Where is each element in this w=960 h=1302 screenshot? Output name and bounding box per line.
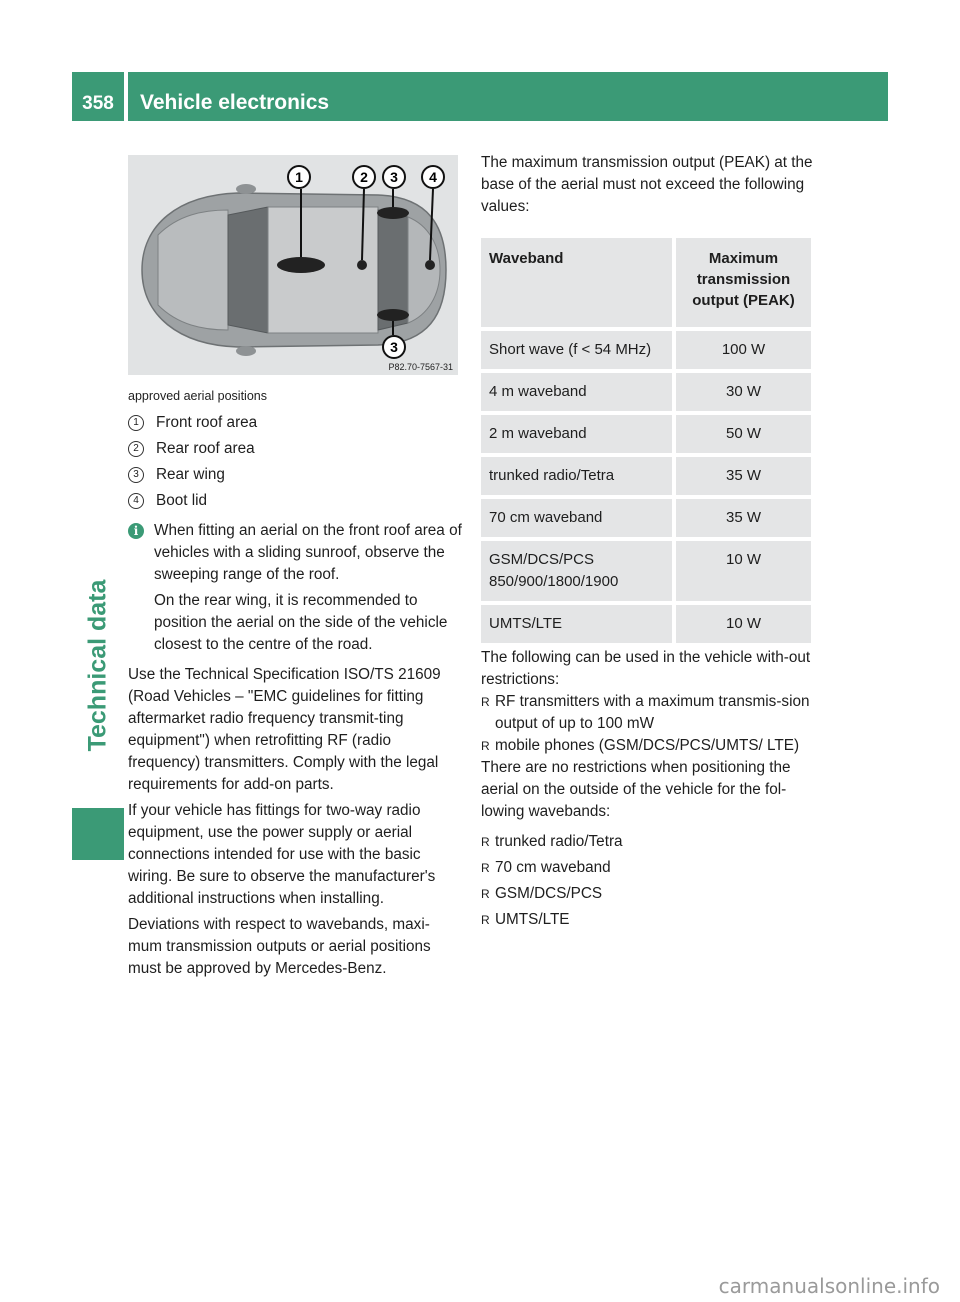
cell-power: 50 W: [676, 415, 811, 453]
callout-3-bottom-label: 3: [390, 339, 398, 355]
list-item: [481, 883, 815, 905]
list-item-text: 70 cm waveband: [495, 859, 611, 876]
cell-power: 35 W: [676, 499, 811, 537]
info-icon: i: [128, 523, 144, 539]
legend-number: 1: [128, 415, 144, 431]
table-intro: The maximum transmission output (PEAK) at the base of the aerial must not exceed the following values:: [481, 154, 813, 215]
callout-2-label: 2: [360, 169, 368, 185]
list-item: [481, 831, 815, 853]
table-row: [481, 457, 811, 495]
cell-waveband: trunked radio/Tetra: [481, 457, 676, 495]
note-paragraph-1: When fitting an aerial on the front roof area of vehicles with a sliding sunroof, observe the sweeping range of the roof.: [154, 522, 462, 583]
waveband-table: [481, 234, 811, 647]
figure-reference-code: P82.70-7567-31: [388, 362, 453, 372]
usable-intro: The following can be used in the vehicle with-out restrictions:: [481, 649, 811, 688]
legend-number: 2: [128, 441, 144, 457]
cell-waveband: GSM/DCS/PCS 850/900/1800/1900: [481, 541, 676, 601]
section-title: Vehicle electronics: [128, 72, 888, 121]
legend-label: Rear wing: [156, 466, 225, 483]
info-note: [128, 520, 462, 660]
right-column: [481, 152, 815, 931]
bullet-marker: R: [481, 835, 490, 849]
paragraph-deviations: Deviations with respect to wavebands, maxi-mum transmission outputs or aerial positions must be approved by Mercedes-Benz.: [128, 916, 431, 977]
legend-label: Rear roof area: [156, 440, 255, 457]
list-item: [481, 691, 815, 735]
legend-number: 4: [128, 493, 144, 509]
paragraph-iso-spec: Use the Technical Specification ISO/TS 21609 (Road Vehicles – "EMC guidelines for fitting aftermarket radio frequency transmit-ting equipment") when retrofitting RF (radio frequency) transmitters. Comply with the legal requirements for add-on parts.: [128, 666, 441, 793]
list-item: [481, 909, 815, 931]
table-row: [481, 331, 811, 369]
legend-item: [128, 410, 462, 436]
table-row: [481, 415, 811, 453]
car-top-view-illustration: [128, 155, 458, 375]
legend-number: 3: [128, 467, 144, 483]
callout-3-top-label: 3: [390, 169, 398, 185]
bullet-marker: R: [481, 913, 490, 927]
figure-caption: approved aerial positions: [128, 389, 267, 403]
callout-4-label: 4: [429, 169, 437, 185]
cell-waveband: UMTS/LTE: [481, 605, 676, 643]
list-item-text: trunked radio/Tetra: [495, 833, 623, 850]
cell-power: 30 W: [676, 373, 811, 411]
cell-waveband: 2 m waveband: [481, 415, 676, 453]
cell-waveband: 70 cm waveband: [481, 499, 676, 537]
list-item: [481, 857, 815, 879]
table-header-row: [481, 238, 811, 327]
table-row: [481, 541, 811, 601]
cell-power: 10 W: [676, 541, 811, 601]
table-row: [481, 373, 811, 411]
list-item-text: mobile phones (GSM/DCS/PCS/UMTS/ LTE): [495, 737, 800, 754]
legend-label: Front roof area: [156, 414, 258, 431]
side-tab-label: Technical data: [83, 579, 112, 751]
legend-label: Boot lid: [156, 492, 208, 509]
cell-waveband: Short wave (f < 54 MHz): [481, 331, 676, 369]
side-tab: [72, 530, 124, 800]
note-paragraph-2: On the rear wing, it is recommended to position the aerial on the side of the vehicle closest to the centre of the road.: [154, 592, 448, 653]
cell-power: 10 W: [676, 605, 811, 643]
bullet-marker: R: [481, 695, 490, 709]
list-item-text: UMTS/LTE: [495, 911, 570, 928]
legend-item: [128, 436, 462, 462]
side-tab-marker: [72, 808, 124, 860]
legend-item: [128, 462, 462, 488]
table-row: [481, 605, 811, 643]
bullet-marker: R: [481, 861, 490, 875]
list-item-text: RF transmitters with a maximum transmis-sion output of up to 100 mW: [495, 693, 810, 732]
left-column: [128, 388, 462, 980]
legend-item: [128, 488, 462, 514]
page-number: 358: [72, 72, 124, 121]
cell-power: 100 W: [676, 331, 811, 369]
bullet-marker: R: [481, 739, 490, 753]
header-waveband: Waveband: [481, 238, 676, 327]
header-max-output: Maximum transmission output (PEAK): [676, 238, 811, 327]
cell-waveband: 4 m waveband: [481, 373, 676, 411]
list-item: [481, 735, 815, 757]
watermark: carmanualsonline.info: [718, 1274, 940, 1298]
cell-power: 35 W: [676, 457, 811, 495]
callout-1-label: 1: [295, 169, 303, 185]
table-row: [481, 499, 811, 537]
paragraph-two-way-radio: If your vehicle has fittings for two-way radio equipment, use the power supply or aerial connections intended for use with the basic wiring. Be sure to observe the manufacturer's additional instructions when installing.: [128, 802, 436, 907]
positioning-intro: There are no restrictions when positioning the aerial on the outside of the vehicle for the fol-lowing wavebands:: [481, 759, 791, 820]
bullet-marker: R: [481, 887, 490, 901]
list-item-text: GSM/DCS/PCS: [495, 885, 603, 902]
aerial-positions-figure: [128, 155, 458, 375]
